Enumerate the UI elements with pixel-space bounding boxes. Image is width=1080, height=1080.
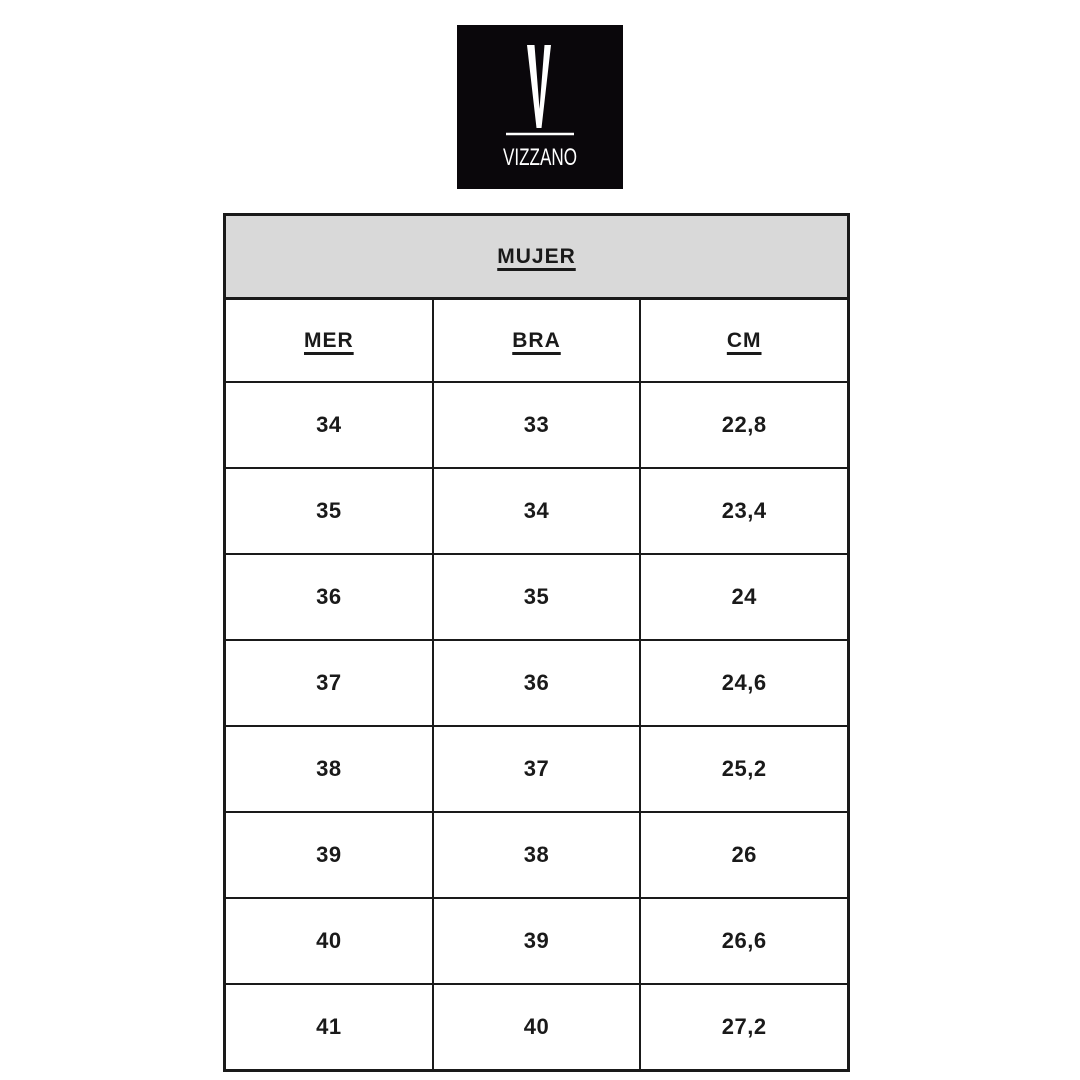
table-cell: 40 bbox=[434, 985, 642, 1069]
table-cell: 39 bbox=[434, 899, 642, 983]
column-header-label: MER bbox=[304, 328, 354, 352]
table-row bbox=[226, 899, 847, 985]
table-cell: 36 bbox=[434, 641, 642, 725]
vizzano-logo bbox=[457, 25, 623, 189]
table-row bbox=[226, 383, 847, 469]
logo-brand-text: VIZZANO bbox=[503, 144, 577, 171]
table-cell: 39 bbox=[226, 813, 434, 897]
table-row bbox=[226, 985, 847, 1069]
table-row bbox=[226, 469, 847, 555]
table-cell: 24,6 bbox=[721, 670, 767, 695]
table-cell: 25,2 bbox=[721, 756, 767, 781]
table-cell: 26,6 bbox=[721, 928, 767, 953]
column-header-cm bbox=[641, 300, 847, 381]
column-header-label: BRA bbox=[512, 328, 561, 352]
size-chart-table bbox=[223, 213, 850, 1072]
table-header-row bbox=[226, 300, 847, 383]
table-cell: 38 bbox=[434, 813, 642, 897]
table-cell: 33 bbox=[434, 383, 642, 467]
table-cell: 40 bbox=[226, 899, 434, 983]
table-cell: 41 bbox=[226, 985, 434, 1069]
table-cell: 34 bbox=[434, 469, 642, 553]
table-row bbox=[226, 813, 847, 899]
table-cell: 27,2 bbox=[721, 1014, 767, 1039]
table-cell: 35 bbox=[434, 555, 642, 639]
table-row bbox=[226, 727, 847, 813]
table-cell: 34 bbox=[226, 383, 434, 467]
table-cell: 37 bbox=[434, 727, 642, 811]
table-cell: 26 bbox=[731, 842, 757, 867]
table-row bbox=[226, 641, 847, 727]
table-row bbox=[226, 555, 847, 641]
table-title-row bbox=[226, 216, 847, 300]
table-cell: 23,4 bbox=[721, 498, 767, 523]
table-cell: 38 bbox=[226, 727, 434, 811]
table-title: MUJER bbox=[497, 244, 576, 268]
column-header-mer bbox=[226, 300, 434, 381]
table-cell: 37 bbox=[226, 641, 434, 725]
column-header-bra bbox=[434, 300, 642, 381]
table-cell: 24 bbox=[731, 584, 757, 609]
column-header-label: CM bbox=[726, 328, 762, 352]
table-cell: 36 bbox=[226, 555, 434, 639]
table-cell: 22,8 bbox=[721, 412, 767, 437]
vizzano-logo-graphic bbox=[457, 25, 623, 189]
table-cell: 35 bbox=[226, 469, 434, 553]
